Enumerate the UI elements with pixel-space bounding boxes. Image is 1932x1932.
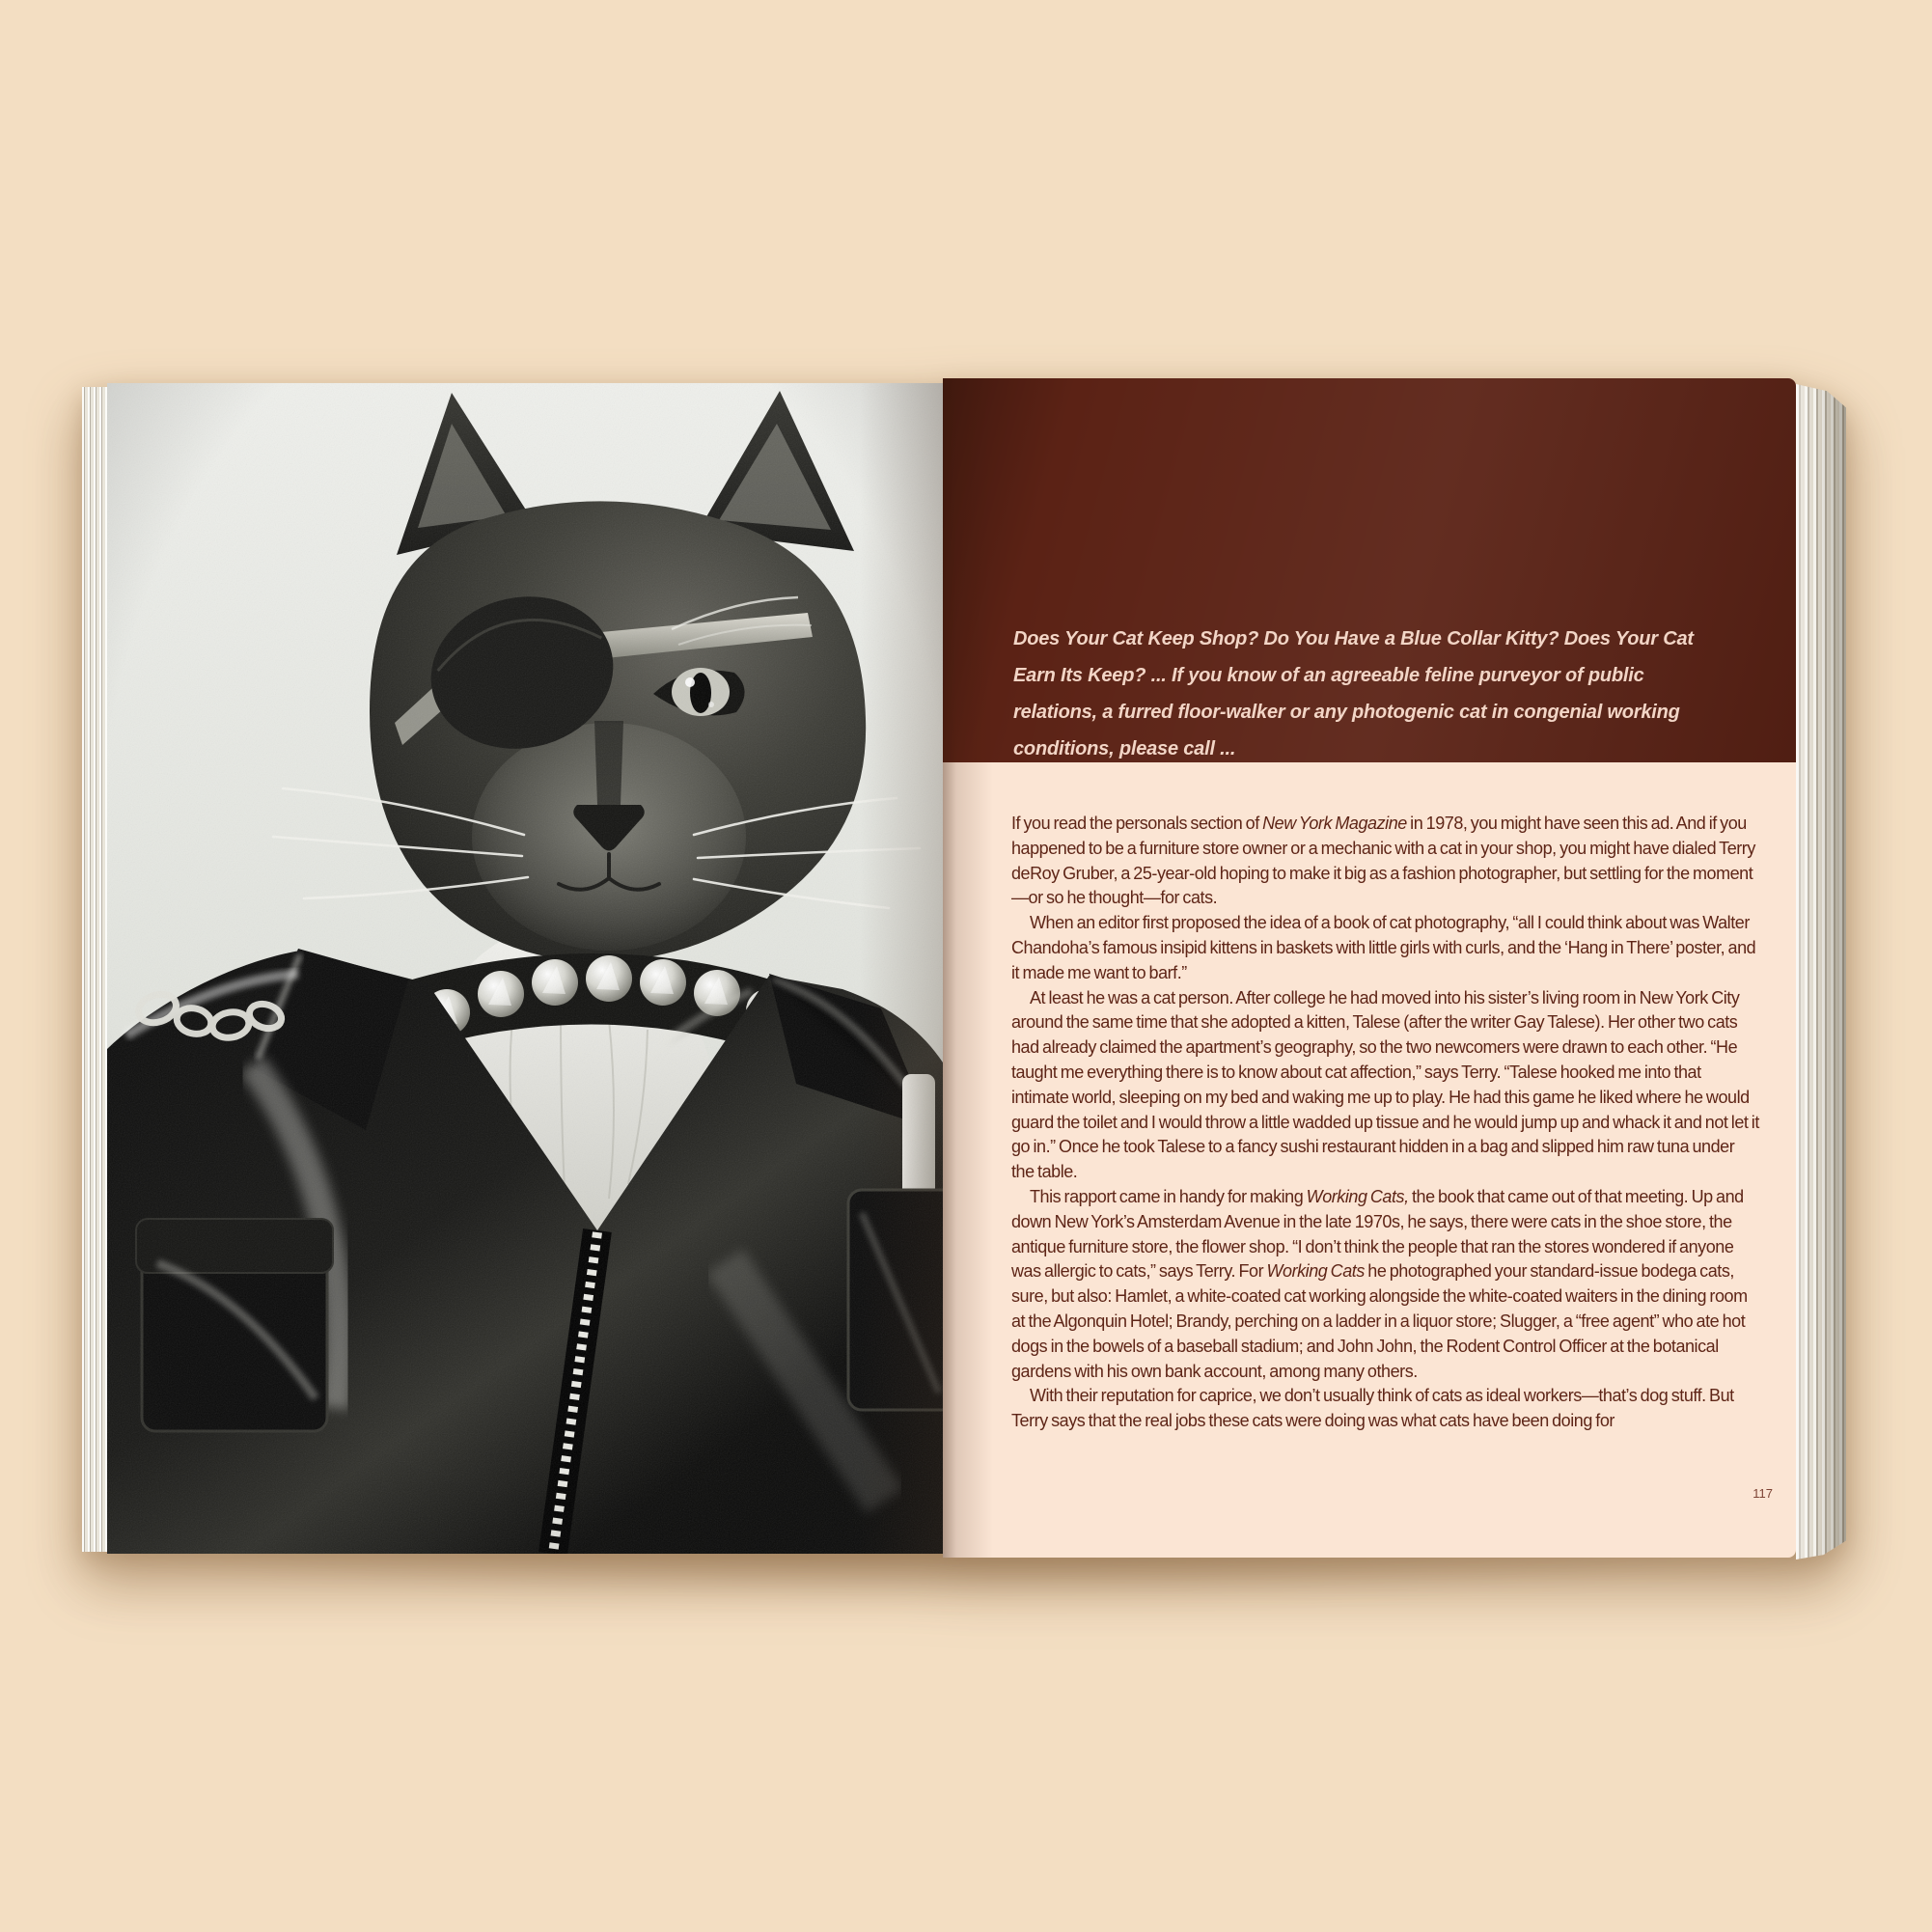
article-paragraph: This rapport came in handy for making Working Cats, the book that came out of that meeting. Up and down New York’s Amsterdam Avenue in the late 1970s, he says, there were cats in the shoe store, the antique furniture store, the flower shop. “I don’t think the people that ran the stores wondered if anyone was allergic to cats,” says Terry. For Working Cats he photographed your standard-issue bodega cats, sure, but also: Hamlet, a white-coated cat working alongside the white-coated waiters in the dining room at the Algonquin Hotel; Brandy, perching on a ladder in a liquor store; Slugger, a “free agent” who ate hot dogs in the bowels of a baseball stadium; and John John, the Rodent Control Officer at the botanical gardens with his own bank account, among many others. (1011, 1186, 1748, 1381)
article-paragraph: If you read the personals section of New York Magazine in 1978, you might have seen this ad. And if you happened to be a furniture store owner or a mechanic with a cat in your shop, you might have dialed Terry deRoy Gruber, a 25-year-old hoping to make it big as a fashion photographer, but settling for the moment—or so he thought—for cats. (1011, 814, 1755, 908)
right-page-edges (1796, 384, 1846, 1559)
cat-photo (107, 383, 943, 1554)
article-paragraph: When an editor first proposed the idea of a book of cat photography, “all I could think about was Walter Chandoha’s famous insipid kittens in baskets with little girls with curls, and the ‘Hang in There’ poster, and it made me want to barf.” (1011, 913, 1756, 982)
article-paragraph: At least he was a cat person. After college he had moved into his sister’s living room in New York City around the same time that she adopted a kitten, Talese (after the writer Gay Talese). Her other two cats had already claimed the apartment’s geography, so the two newcomers were drawn to each other. “He taught me everything there is to know about cat affection,” says Terry. “Talese hooked me into that intimate world, sleeping on my bed and waking me up to play. He had this game he liked where he would guard the toilet and I would throw a little wadded up tissue and he would jump up and whack it and not let it go in.” Once he took Talese to a fancy sushi restaurant hidden in a bag and slipped him raw tuna under the table. (1011, 987, 1759, 1182)
left-page (107, 383, 943, 1554)
left-page-edges (82, 387, 107, 1552)
right-page (943, 378, 1796, 1558)
page-number: 117 (1753, 1486, 1773, 1501)
article-body (1011, 812, 1760, 1434)
article-paragraph: With their reputation for caprice, we don’t usually think of cats as ideal workers—that’s dog stuff. But Terry says that the real jobs these cats were doing was what cats have been doing for (1011, 1386, 1734, 1431)
classified-ad-quote: Does Your Cat Keep Shop? Do You Have a Blue Collar Kitty? Does Your Cat Earn Its Keep? ... If you know of an agreeable feline purveyor of public relations, a furred floor-walker or any photogenic cat in congenial working conditions, please call ... (1013, 628, 1694, 759)
film-grain (107, 383, 943, 1554)
